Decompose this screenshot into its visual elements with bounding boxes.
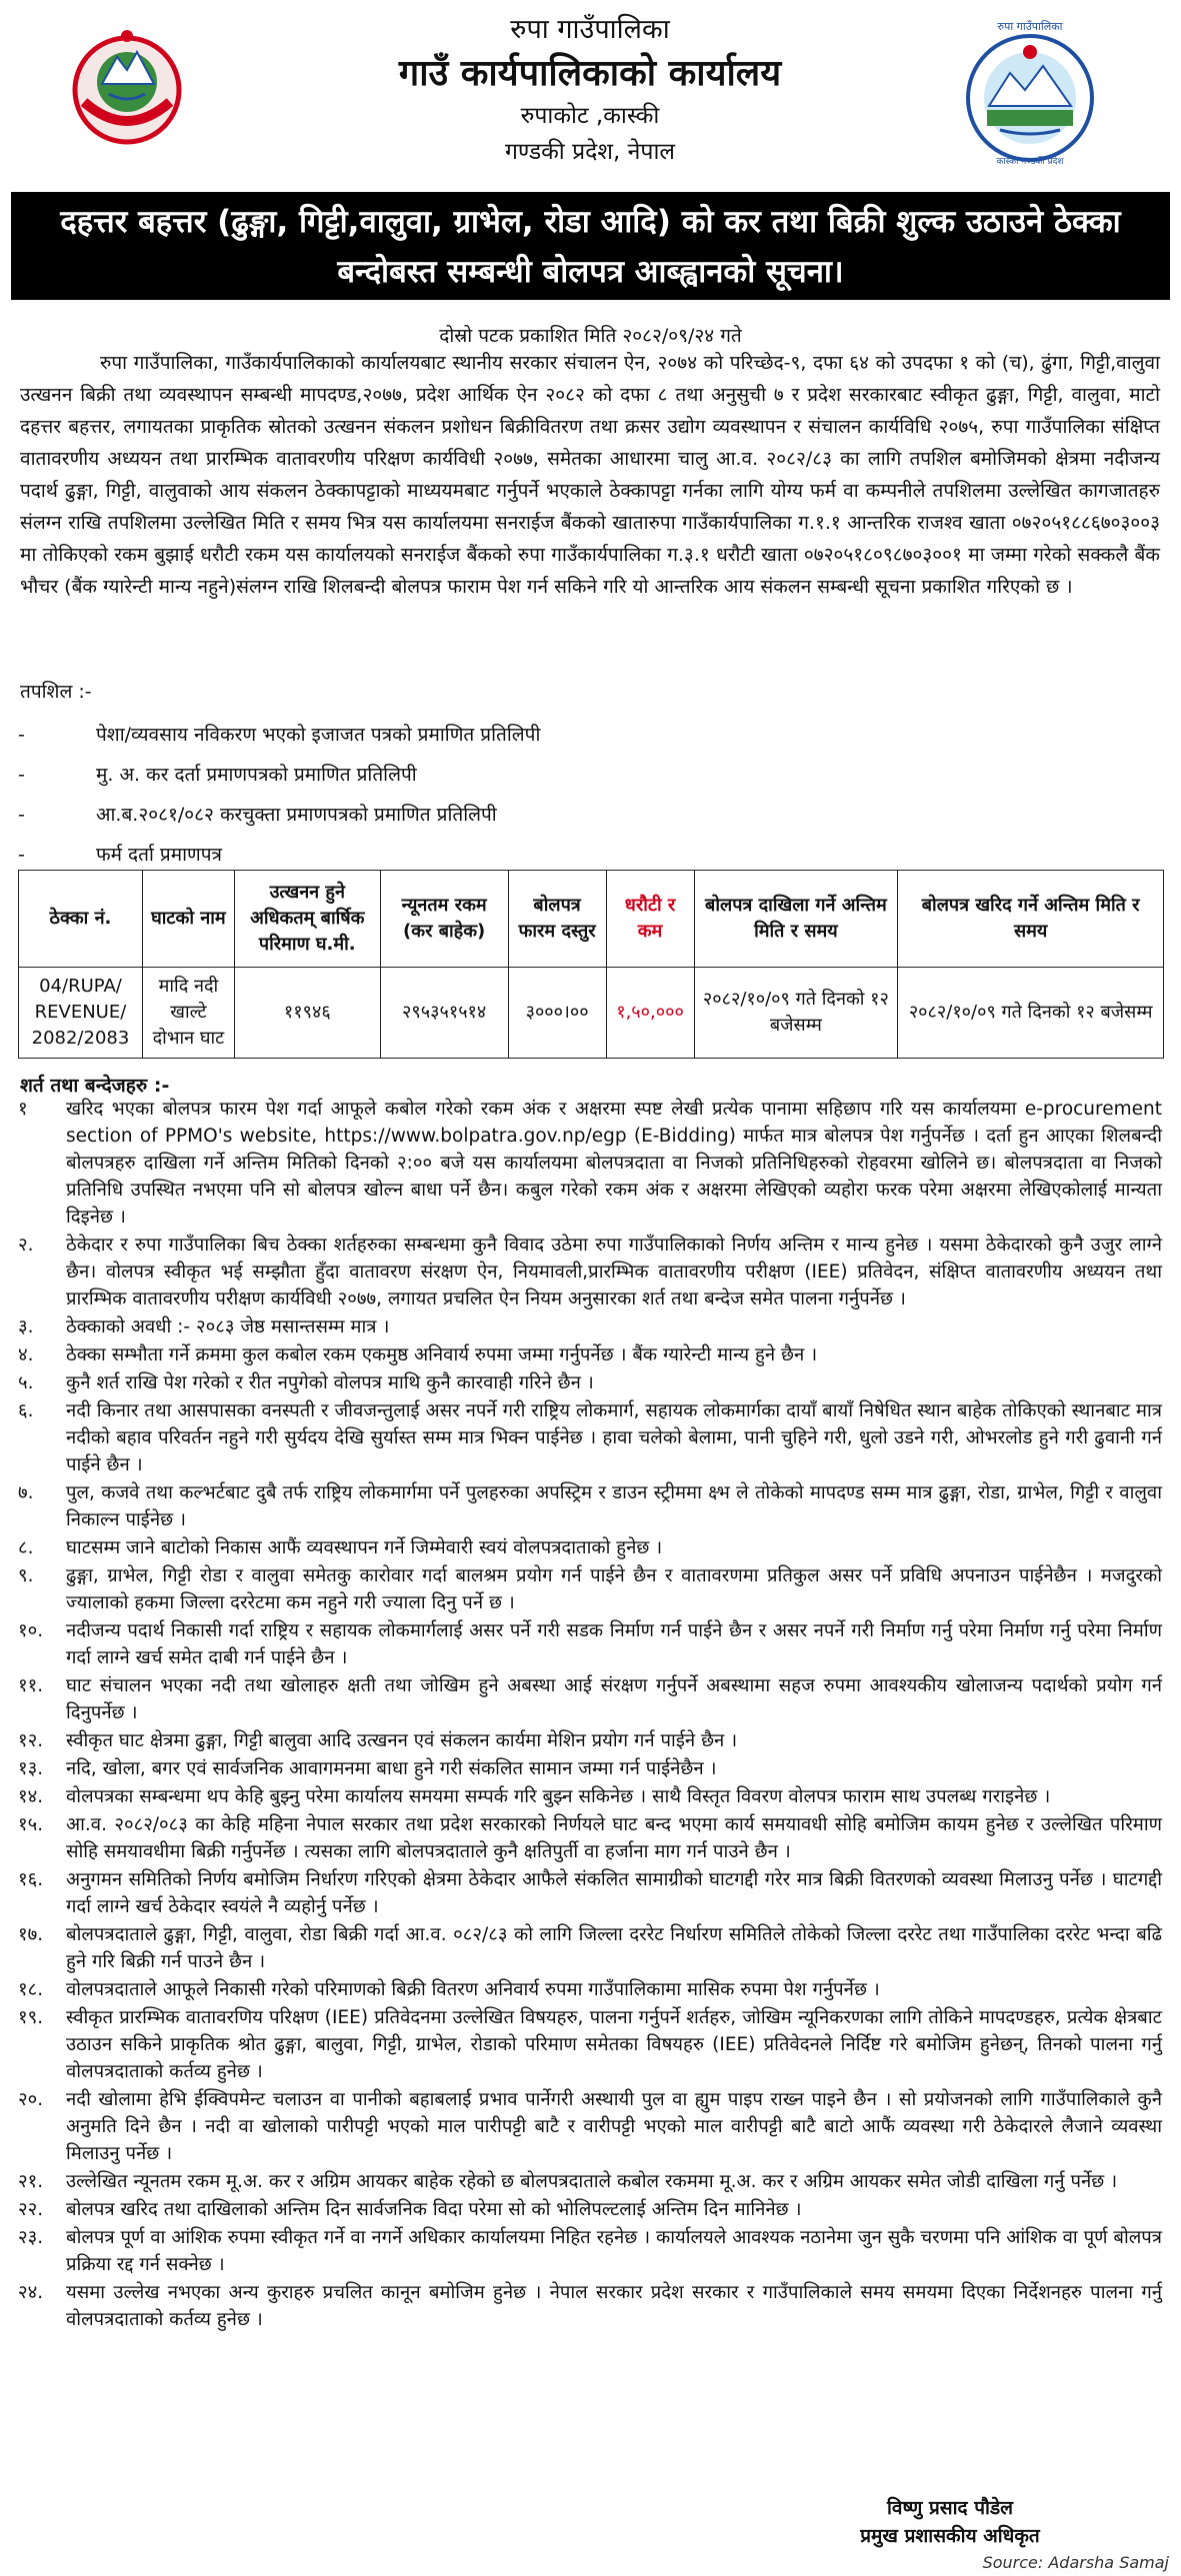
publication-date: दोस्रो पटक प्रकाशित मिति २०८२/०९/२४ गते [439, 325, 742, 347]
condition-text: ठेकेदार र रुपा गाउँपालिका बिच ठेक्का शर्तहरुका सम्बन्धमा कुनै विवाद उठेमा रुपा गाउँपालिकाको निर्णय अन्तिम र मान्य हुनेछ । यसमा ठेकेदारको कुनै उजुर लाग्ने छैन। वोलपत्र स्वीकृत भई सम्झौता हुँदा वातावरण संरक्षण ऐन, नियमावली,प्रारम्भिक वातावरणीय परीक्षण (IEE) प्रतिवेदन, संक्षिप्त वातावरणीय अध्ययन तथा प्रारम्भिक वातावरणीय परीक्षण कार्यविधी २०७७, लगायत प्रचलित ऐन नियम अनुसारका शर्त तथा बन्देज समेत पालना गर्नुपर्नेछ । [66, 1235, 1162, 1309]
condition-item [18, 1534, 1162, 1561]
table-row [19, 968, 1164, 1059]
condition-text: यसमा उल्लेख नभएका अन्य कुराहरु प्रचलित कानून बमोजिम हुनेछ । नेपाल सरकार प्रदेश सरकार र गाउँपालिकाले समय समयमा दिएका निर्देशनहरु पालना गर्नु वोलपत्रदाताको कर्तव्य हुनेछ । [66, 2282, 1162, 2330]
condition-number: १९. [18, 2007, 44, 2028]
condition-item [18, 1479, 1162, 1533]
condition-number: २१. [18, 2171, 44, 2192]
province-name: गण्डकी प्रदेश, नेपाल [504, 139, 676, 165]
condition-number: ६. [18, 1400, 34, 1421]
condition-number: २४. [18, 2282, 44, 2303]
condition-number: १३. [18, 1758, 44, 1779]
header-form-fee: बोलपत्र फारम दस्तुर [508, 871, 606, 968]
condition-number: ५. [18, 1372, 34, 1393]
list-item [18, 795, 1158, 835]
conditions-heading: शर्त तथा बन्देजहरु :- [20, 1075, 170, 1097]
condition-text: कुनै शर्त राखि पेश गरेको र रीत नपुगेको वोलपत्र माथि कुनै कारवाही गरिने छैन । [66, 1372, 594, 1393]
condition-number: २२. [18, 2199, 44, 2220]
header-submission-deadline: बोलपत्र दाखिला गर्ने अन्तिम मिति र समय [694, 871, 898, 968]
rupa-municipality-logo-icon [955, 18, 1105, 168]
header-ghat-name: घाटको नाम [142, 871, 234, 968]
document-label: आ.ब.२०८१/०८२ करचुक्ता प्रमाणपत्रको प्रमाणित प्रतिलिपी [96, 804, 497, 826]
condition-text: घाट संचालन भएका नदी तथा खोलाहरु क्षती तथा जोखिम हुने अबस्था आई संरक्षण गर्नुपर्ने अबस्थामा सहज रुपमा आवश्यकीय खोलाजन्य पदार्थको प्रयोग गर्न दिनुपर्नेछ । [66, 1675, 1162, 1723]
condition-item [18, 2224, 1162, 2278]
notice-headline [11, 192, 1170, 300]
logo-text-top: रुपा गाउँपालिका [997, 20, 1063, 33]
bullet: - [18, 764, 25, 786]
list-item [18, 715, 1158, 755]
cell-max-quantity: ११९४६ [234, 968, 380, 1059]
header-minimum-amount: न्यूनतम रकम (कर बाहेक) [380, 871, 508, 968]
signatory-name: विष्णु प्रसाद पौडेल [887, 2497, 1013, 2519]
condition-text: खरिद भएका बोलपत्र फारम पेश गर्दा आफूले कबोल गरेको रकम अंक र अक्षरमा स्पष्ट लेखी प्रत्येक पानामा सहिछाप गरि यस कार्यालयमा e-procurement section of PPMO's website, https://www.bolpatra.gov.np/egp (E-Bidding) मार्फत मात्र बोलपत्र पेश गर्नुपर्नेछ । दर्ता हुन आएका शिलबन्दी बोलपत्रहरु दाखिला गर्ने अन्तिम मितिको दिनको २:०० बजे यस कार्यालयमा बोलपत्रदाता वा निजको प्रतिनिधिहरुको रोहवरमा खोलिने छ। बोलपत्रदाता वा निजको प्रतिनिधि उपस्थित नभएमा पनि सो बोलपत्र खोल्न बाधा पर्ने छैन। कबुल गरेको रकम अंक र अक्षरमा लेखिएको व्यहोरा फरक परेमा अक्षरमा लेखिएकोलाई मान्यता दिइनेछ । [66, 1099, 1162, 1228]
condition-text: स्वीकृत घाट क्षेत्रमा ढुङ्गा, गिट्टी बालुवा आदि उत्खनन एवं संकलन कार्यमा मेशिन प्रयोग गर्न पाईने छैन । [66, 1730, 738, 1751]
condition-text: ढुङ्गा, ग्राभेल, गिट्टी रोडा र वालुवा समेतकु कारोवार गर्दा बालश्रम प्रयोग गर्न पाईने छैन र वातावरणमा प्रतिकुल असर पर्ने प्रविधि अपनाउन पाईनेछैन । मजदुरको ज्यालाको हकमा जिल्ला दररेटमा कम नहुने गरी ज्याला दिनु पर्ने छ । [66, 1565, 1162, 1613]
details-label: तपशिल :- [20, 681, 92, 703]
condition-item [18, 2004, 1162, 2085]
list-item [18, 755, 1158, 795]
condition-item [18, 1921, 1162, 1975]
intro-paragraph: रुपा गाउँपालिका, गाउँकार्यपालिकाको कार्यालयबाट स्थानीय सरकार संचालन ऐन, २०७४ को परिच्छेद-९, दफा ६४ को उपदफा १ को (च), ढुंगा, गिट्टी,वालुवा उत्खनन बिक्री तथा व्यवस्थापन सम्बन्धी मापदण्ड,२०७७, प्रदेश आर्थिक ऐन २०८२ को दफा ८ तथा अनुसुची ७ र प्रदेश सरकारबाट स्वीकृत ढुङ्गा, गिट्टी, वालुवा, माटो दहत्तर बहत्तर, लगायतका प्राकृतिक स्रोतको उत्खनन संकलन प्रशोधन बिक्रीवितरण तथा क्रसर उद्योग व्यवस्थापन र संचालन कार्यविधि २०७५, रुपा गाउँपालिका संक्षिप्त वातावरणीय अध्ययन तथा प्रारम्भिक वातावरणीय परिक्षण कार्यविधी २०७७, समेतका आधारमा चालु आ.व. २०८२/८३ का लागि तपशिल बमोजिमको क्षेत्रमा नदीजन्य पदार्थ ढुङ्गा, गिट्टी, वालुवाको आय संकलन ठेक्कापट्टाको माध्ययमबाट गर्नुपर्ने भएकाले ठेक्कापट्टा गर्नका लागि योग्य फर्म वा कम्पनीले तपशिलमा उल्लेखित कागजातहरु संलग्न राखि तपशिलमा उल्लेखित मिति र समय भित्र यस कार्यालयमा सनराईज बैंकको खातारुपा गाउँकार्यपालिका ग.१.१ आन्तरिक राजश्व खाता ०७२०५१८८६७०३००३ मा तोकिएको रकम बुझाई धरौटी रकम यस कार्यालयको सनराईज बैंकको रुपा गाउँकार्यपालिका ग.३.१ धरौटी खाता ०७२०५१८०९८७०३००१ मा जम्मा गरेको सक्कलै बैंक भौचर (बैंक ग्यारेन्टी मान्य नहुने)संलग्न राखि शिलबन्दी बोलपत्र फाराम पेश गर्न सकिने गरि यो आन्तरिक आय संकलन सम्बन्धी सूचना प्रकाशित गरिएको छ । [20, 352, 1160, 598]
logo-text-bottom: कास्की गण्डकी प्रदेश [996, 157, 1064, 167]
condition-text: नदी किनार तथा आसपासका वनस्पती र जीवजन्तुलाई असर नपर्ने गरी राष्ट्रिय लोकमार्ग, सहायक लोकमार्गका दायाँ बायाँ निषेधित स्थान बाहेक तोकिएको स्थानबाट मात्र नदीको बहाव परिवर्तन नहुने गरी सुर्यदय देखि सुर्यास्त सम्म मात्र भिक्न पाईनेछ । हावा चलेको बेलामा, पानी चुहिने गरी, धुलो उडने गरी, ओभरलोड हुने गरी ढुवानी गर्न पाईने छैन । [66, 1400, 1162, 1475]
header-deposit: धरौटी र कम [606, 871, 694, 968]
condition-number: २. [18, 1235, 34, 1256]
nepal-emblem-icon [62, 22, 192, 152]
conditions-list [18, 1096, 1162, 2334]
municipality-name: रुपा गाउँपालिका [510, 14, 670, 45]
condition-item [18, 2196, 1162, 2223]
header-purchase-deadline: बोलपत्र खरिद गर्ने अन्तिम मिति र समय [898, 871, 1164, 968]
condition-number: ९. [18, 1565, 34, 1586]
condition-number: १६. [18, 1869, 44, 1890]
headline-line-1: दहत्तर बहत्तर (ढुङ्गा, गिट्टी,वालुवा, ग्राभेल, रोडा आदि) को कर तथा बिक्री शुल्क उठाउने ठेक्का [60, 204, 1121, 240]
source-credit: Source: Adarsha Samaj [982, 2553, 1169, 2572]
condition-text: उल्लेखित न्यूनतम रकम मू.अ. कर र अग्रिम आयकर बाहेक रहेको छ बोलपत्रदाताले कबोल रकममा मू.अ. कर र अग्रिम आयकर समेत जोडी दाखिला गर्नु पर्नेछ । [66, 2171, 1118, 2192]
headline-line-2: बन्दोबस्त सम्बन्धी बोलपत्र आब्ह्वानको सूचना। [337, 254, 844, 290]
header-max-quantity: उत्खनन हुने अधिकतम् बार्षिक परिमाण घ.मी. [234, 871, 380, 968]
condition-number: १ [18, 1099, 28, 1120]
office-title-block [250, 10, 930, 170]
condition-text: ठेक्का सम्भौता गर्ने क्रममा कुल कबोल रकम एकमुष्ठ अनिवार्य रुपमा जम्मा गर्नुपर्नेछ । बैंक ग्यारेन्टी मान्य हुने छैन । [66, 1344, 818, 1365]
condition-text: नदि, खोला, बगर एवं सार्वजनिक आवागमनमा बाधा हुने गरी संकलित सामान जम्मा गर्न पाईनेछैन । [66, 1758, 717, 1779]
condition-item [18, 2086, 1162, 2167]
condition-number: ८. [18, 1537, 34, 1558]
condition-item [18, 1562, 1162, 1616]
condition-text: पुल, कजवे तथा कल्भर्टबाट दुबै तर्फ राष्ट्रिय लोकमार्गमा पर्ने पुलहरुका अपस्ट्रिम र डाउन स्ट्रीममा क्ष्भ ले तोकेको मापदण्ड सम्म मात्र ढुङ्गा, रोडा, ग्राभेल, गिट्टी र वालुवा निकाल्न पाईनेछ । [66, 1482, 1162, 1530]
condition-number: ११. [18, 1675, 44, 1696]
bullet: - [18, 844, 25, 866]
cell-minimum-amount: २९५३५१५१४ [380, 968, 508, 1059]
table-header-row [19, 871, 1164, 968]
condition-item [18, 1866, 1162, 1920]
cell-submission-deadline: २०८२/१०/०९ गते दिनको १२ बजेसम्म [694, 968, 898, 1059]
condition-number: २०. [18, 2089, 44, 2110]
condition-number: १८. [18, 1979, 44, 2000]
header-contract-no: ठेक्का नं. [19, 871, 143, 968]
condition-text: स्वीकृत प्रारम्भिक वातावरणिय परिक्षण (IEE) प्रतिवेदनमा उल्लेखित विषयहरु, पालना गर्नुपर्ने शर्तहरु, जोखिम न्यूनिकरणका लागि तोकिने मापदण्डहरु, प्रत्येक क्षेत्रबाट उठाउन सकिने प्राकृतिक श्रोत ढुङ्गा, बालुवा, गिट्टी, ग्राभेल, रोडाको परिमाण समेतका विषयहरु (IEE) प्रतिवेदनले निर्दिष्ट गरे बमोजिम हुनेछन्, तिनको पालना गर्नु वोलपत्रदाताको कर्तव्य हुनेछ । [66, 2007, 1162, 2082]
cell-purchase-deadline: २०८२/१०/०९ गते दिनको १२ बजेसम्म [898, 968, 1164, 1059]
required-documents-list [18, 715, 1158, 875]
contract-table [18, 870, 1164, 1059]
condition-item [18, 1783, 1162, 1810]
condition-item [18, 1755, 1162, 1782]
condition-number: ३. [18, 1316, 34, 1337]
cell-ghat-name: मादि नदी खाल्टे दोभान घाट [142, 968, 234, 1059]
condition-item [18, 1617, 1162, 1671]
condition-text: घाटसम्म जाने बाटोको निकास आफैं व्यवस्थापन गर्ने जिम्मेवारी स्वयं वोलपत्रदाताको हुनेछ । [66, 1537, 663, 1558]
condition-item [18, 1727, 1162, 1754]
condition-item [18, 1811, 1162, 1865]
cell-form-fee: ३०००।०० [508, 968, 606, 1059]
condition-number: १४. [18, 1786, 44, 1807]
letterhead [0, 0, 1181, 190]
signatory-title: प्रमुख प्रशासकीय अधिकृत [860, 2525, 1040, 2547]
condition-text: वोलपत्रदाताले आफूले निकासी गरेको परिमाणको बिक्री वितरण अनिवार्य रुपमा गाउँपालिकामा मासिक रुपमा पेश गर्नुपर्नेछ । [66, 1979, 880, 2000]
condition-number: २३. [18, 2227, 44, 2248]
bullet: - [18, 804, 25, 826]
condition-number: १७. [18, 1924, 44, 1945]
signature-block [800, 2494, 1100, 2550]
condition-text: बोलपत्र खरिद तथा दाखिलाको अन्तिम दिन सार्वजनिक विदा परेमा सो को भोलिपल्टलाई अन्तिम दिन मानिनेछ । [66, 2199, 802, 2220]
condition-item [18, 1341, 1162, 1368]
office-name: गाउँ कार्यपालिकाको कार्यालय [398, 53, 782, 94]
document-label: मु. अ. कर दर्ता प्रमाणपत्रको प्रमाणित प्रतिलिपी [96, 764, 417, 786]
bullet: - [18, 724, 25, 746]
document-label: पेशा/व्यवसाय नविकरण भएको इजाजत पत्रको प्रमाणित प्रतिलिपी [96, 724, 541, 746]
condition-text: वोलपत्रका सम्बन्धमा थप केहि बुझ्नु परेमा कार्यालय समयमा सम्पर्क गरि बुझ्न सकिनेछ । साथै विस्तृत विवरण वोलपत्र फाराम साथ उपलब्ध गराइनेछ । [66, 1786, 1051, 1807]
condition-text: नदीजन्य पदार्थ निकासी गर्दा राष्ट्रिय र सहायक लोकमार्गलाई असर पर्ने गरी सडक निर्माण गर्न पाईने छैन र असर नपर्ने गरी निर्माण गर्नु परेमा निर्माण गर्नु परेमा निर्माण गर्दा लाग्ने खर्च समेत दाबी गर्न पाईने छैन । [66, 1620, 1162, 1668]
office-address: रुपाकोट ,कास्की [520, 103, 660, 129]
cell-contract-no: 04/RUPA/ REVENUE/ 2082/2083 [19, 968, 143, 1059]
condition-item [18, 1672, 1162, 1726]
condition-item [18, 1976, 1162, 2003]
condition-item [18, 2279, 1162, 2333]
list-item [18, 835, 1158, 875]
condition-text: नदी खोलामा हेभि ईक्विपमेन्ट चलाउन वा पानीको बहाबलाई प्रभाव पार्नेगरी अस्थायी पुल वा ह्युम पाइप राख्न पाइने छैन । सो प्रयोजनको लागि गाउँपालिकाले कुनै अनुमति दिने छैन । नदी वा खोलाको पारीपट्टी भएको माल पारीपट्टी बाटै र वारीपट्टी भएको माल वारीपट्टी बाटै बाटो आफैं व्यवस्था गरी ठेकेदारले लैजाने व्यवस्था मिलाउनु पर्नेछ । [66, 2089, 1162, 2164]
condition-item [18, 1232, 1162, 1312]
condition-item [18, 2168, 1162, 2195]
condition-number: १२. [18, 1730, 44, 1751]
document-label: फर्म दर्ता प्रमाणपत्र [96, 844, 223, 866]
condition-number: ४. [18, 1344, 34, 1365]
condition-number: १०. [18, 1620, 44, 1641]
condition-text: ठेक्काको अवधी :- २०८३ जेष्ठ मसान्तसम्म मात्र । [66, 1316, 390, 1337]
condition-item [18, 1369, 1162, 1396]
condition-item [18, 1096, 1162, 1231]
condition-text: अनुगमन समितिको निर्णय बमोजिम निर्धारण गरिएको क्षेत्रमा ठेकेदार आफैले संकलित सामाग्रीको घाटगद्दी गरेर मात्र बिक्री वितरणको व्यवस्था मिलाउनु पर्नेछ । घाटगद्दी गर्दा लाग्ने खर्च ठेकेदार स्वयंले नै व्यहोर्नु पर्नेछ । [66, 1869, 1162, 1917]
condition-item [18, 1313, 1162, 1340]
condition-text: बोलपत्र पूर्ण वा आंशिक रुपमा स्वीकृत गर्ने वा नगर्ने अधिकार कार्यालयमा निहित रहनेछ । कार्यालयले आवश्यक नठानेमा जुन सुकै चरणमा पनि आंशिक वा पूर्ण बोलपत्र प्रक्रिया रद्द गर्न सक्नेछ । [66, 2227, 1162, 2275]
condition-text: आ.व. २०८२/०८३ का केहि महिना नेपाल सरकार तथा प्रदेश सरकारको निर्णयले घाट बन्द भएमा कार्य समयावधी सोहि बमोजिम कायम हुनेछ र उल्लेखित परिमाण सोहि समयावधीमा बिक्री गर्नुपर्नेछ । त्यसका लागि बोलपत्रदाताले कुनै क्षतिपुर्ती वा हर्जाना माग गर्न पाउने छैन । [66, 1814, 1162, 1862]
condition-text: बोलपत्रदाताले ढुङ्गा, गिट्टी, वालुवा, रोडा बिक्री गर्दा आ.व. ०८२/८३ को लागि जिल्ला दररेट निर्धारण समितिले तोकेको जिल्ला दररेट तथा गाउँपालिका दररेट भन्दा बढि हुने गरि बिक्री गर्न पाउने छैन । [66, 1924, 1162, 1972]
cell-deposit: १,५०,००० [606, 968, 694, 1059]
condition-number: १५. [18, 1814, 44, 1835]
condition-number: ७. [18, 1482, 34, 1503]
condition-item [18, 1397, 1162, 1478]
